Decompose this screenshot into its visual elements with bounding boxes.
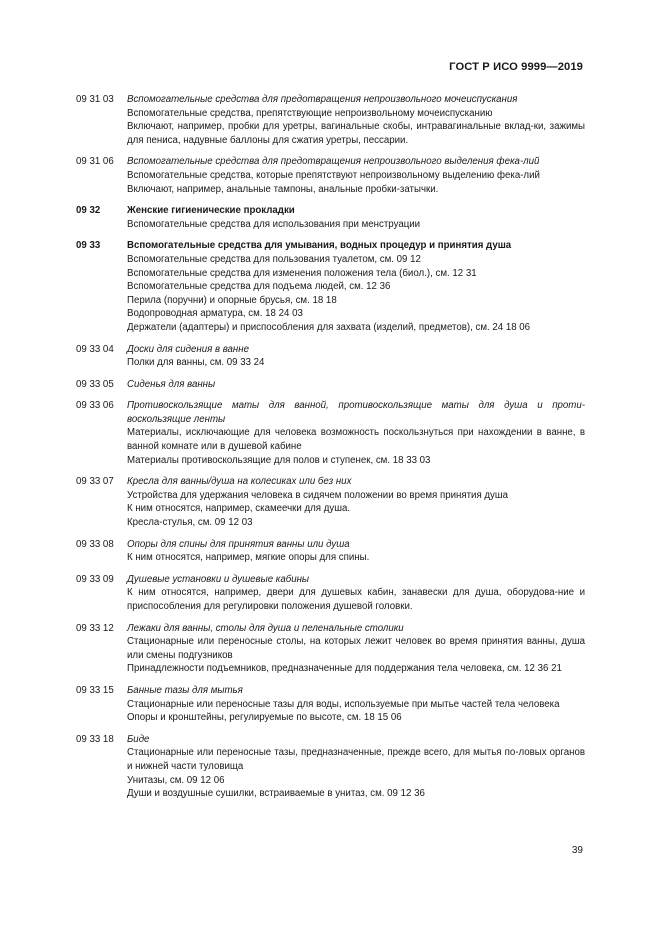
- entry-title: Душевые установки и душевые кабины: [127, 573, 310, 585]
- entry-body: [127, 378, 585, 392]
- entry-title: Биде: [127, 733, 150, 745]
- entry-body: [127, 733, 585, 801]
- entry-description-line: К ним относятся, например, двери для душевых кабин, занавески для душа, оборудова-ние и приспособления для регулировки положения душевой головки.: [127, 587, 585, 612]
- entry-description-line: Опоры и кронштейны, регулируемые по высоте, см. 18 15 06: [127, 712, 402, 724]
- entry-description-line: Включают, например, анальные тампоны, анальные пробки-затычки.: [127, 183, 439, 195]
- entry-description-line: Кресла-стулья, см. 09 12 03: [127, 517, 253, 529]
- entry-code: 09 33 07: [76, 476, 114, 488]
- classification-entry: [76, 93, 585, 147]
- entry-body: [127, 399, 585, 467]
- entry-description-line: Вспомогательные средства для подъема людей, см. 12 36: [127, 281, 391, 293]
- entry-body: [127, 343, 585, 370]
- entry-code: 09 32: [76, 205, 101, 217]
- entry-description-line: К ним относятся, например, скамеечки для душа.: [127, 503, 351, 515]
- entry-title: Кресла для ванны/душа на колесиках или без них: [127, 476, 352, 488]
- classification-entry: [76, 239, 585, 334]
- entry-body: [127, 204, 585, 231]
- entry-description-line: Устройства для удержания человека в сидячем положении во время принятия душа: [127, 489, 509, 501]
- entry-body: [127, 684, 585, 725]
- entry-description-line: Стационарные или переносные тазы для воды, используемые при мытье частей тела человека: [127, 698, 560, 710]
- entry-description-line: Унитазы, см. 09 12 06: [127, 774, 225, 786]
- entry-title: Доски для сидения в ванне: [127, 343, 249, 355]
- entry-code: 09 33 06: [76, 400, 114, 412]
- entry-title: Банные тазы для мытья: [127, 684, 243, 696]
- document-header: ГОСТ Р ИСО 9999—2019: [449, 61, 583, 73]
- entry-code: 09 33 12: [76, 622, 114, 634]
- classification-entry: [76, 378, 585, 392]
- entry-title: Вспомогательные средства для предотвращения непроизвольного выделения фека-лий: [127, 156, 540, 168]
- entry-body: [127, 93, 585, 147]
- entry-title: Сиденья для ванны: [127, 378, 216, 390]
- entry-body: [127, 538, 585, 565]
- entry-description-line: Вспомогательные средства, которые препятствуют непроизвольному выделению фека-лий: [127, 169, 540, 181]
- entry-body: [127, 475, 585, 529]
- entry-title: Противоскользящие маты для ванной, противоскользящие маты для душа и проти-воскользящие ленты: [127, 400, 585, 425]
- entry-body: [127, 573, 585, 614]
- entry-body: [127, 155, 585, 196]
- classification-list: [76, 93, 585, 809]
- entry-description-line: Включают, например, пробки для уретры, вагинальные скобы, интравагинальные вклад-ки, зажимы для пениса, надувные баллоны для сжатия уретры, пессарии.: [127, 121, 585, 146]
- entry-description-line: Вспомогательные средства, препятствующие непроизвольному мочеиспусканию: [127, 107, 493, 119]
- entry-description-line: Держатели (адаптеры) и приспособления для захвата (изделий, предметов), см. 24 18 06: [127, 321, 531, 333]
- entry-code: 09 33 08: [76, 538, 114, 550]
- entry-title: Вспомогательные средства для умывания, водных процедур и принятия душа: [127, 240, 512, 252]
- classification-entry: [76, 573, 585, 614]
- entry-description-line: Души и воздушные сушилки, встраиваемые в унитаз, см. 09 12 36: [127, 788, 425, 800]
- entry-description-line: Материалы противоскользящие для полов и ступенек, см. 18 33 03: [127, 454, 431, 466]
- classification-entry: [76, 475, 585, 529]
- entry-title: Вспомогательные средства для предотвращения непроизвольного мочеиспускания: [127, 94, 518, 105]
- page-number: 39: [571, 845, 583, 856]
- entry-description-line: Стационарные или переносные тазы, предназначенные, прежде всего, для мытья по-ловых органов и нижней части туловища: [127, 747, 585, 772]
- classification-entry: [76, 733, 585, 801]
- entry-title: Женские гигиенические прокладки: [127, 205, 295, 217]
- entry-code: 09 33 15: [76, 684, 114, 696]
- entry-description-line: К ним относятся, например, мягкие опоры для спины.: [127, 552, 370, 564]
- entry-code: 09 33: [76, 240, 101, 252]
- entry-description-line: Полки для ванны, см. 09 33 24: [127, 357, 265, 369]
- classification-entry: [76, 399, 585, 467]
- classification-entry: [76, 155, 585, 196]
- classification-entry: [76, 684, 585, 725]
- entry-description-line: Вспомогательные средства для использования при менструации: [127, 218, 421, 230]
- entry-title: Опоры для спины для принятия ванны или душа: [127, 538, 350, 550]
- classification-entry: [76, 538, 585, 565]
- entry-description-line: Принадлежности подъемников, предназначенные для поддержания тела человека, см. 12 36 21: [127, 663, 562, 675]
- entry-description-line: Вспомогательные средства для пользования туалетом, см. 09 12: [127, 253, 421, 265]
- classification-entry: [76, 204, 585, 231]
- entry-code: 09 33 04: [76, 343, 114, 355]
- entry-description-line: Материалы, исключающие для человека возможность поскользнуться при нахождении в ванне, в ванной комнате или в душевой кабине: [127, 427, 585, 453]
- entry-body: [127, 622, 585, 676]
- entry-description-line: Перила (поручни) и опорные брусья, см. 18 18: [127, 294, 337, 306]
- entry-description-line: Стационарные или переносные столы, на которых лежит человек во время принятия ванны, душа или смены подгузников: [127, 636, 585, 661]
- entry-body: [127, 239, 585, 334]
- entry-description-line: Вспомогательные средства для изменения положения тела (биол.), см. 12 31: [127, 267, 477, 279]
- entry-code: 09 33 18: [76, 733, 114, 745]
- entry-code: 09 33 05: [76, 378, 114, 390]
- classification-entry: [76, 622, 585, 676]
- classification-entry: [76, 343, 585, 370]
- entry-code: 09 33 09: [76, 573, 114, 585]
- entry-code: 09 31 03: [76, 94, 114, 105]
- entry-code: 09 31 06: [76, 156, 114, 168]
- entry-title: Лежаки для ванны, столы для душа и пеленальные столики: [127, 622, 404, 634]
- entry-description-line: Водопроводная арматура, см. 18 24 03: [127, 308, 303, 320]
